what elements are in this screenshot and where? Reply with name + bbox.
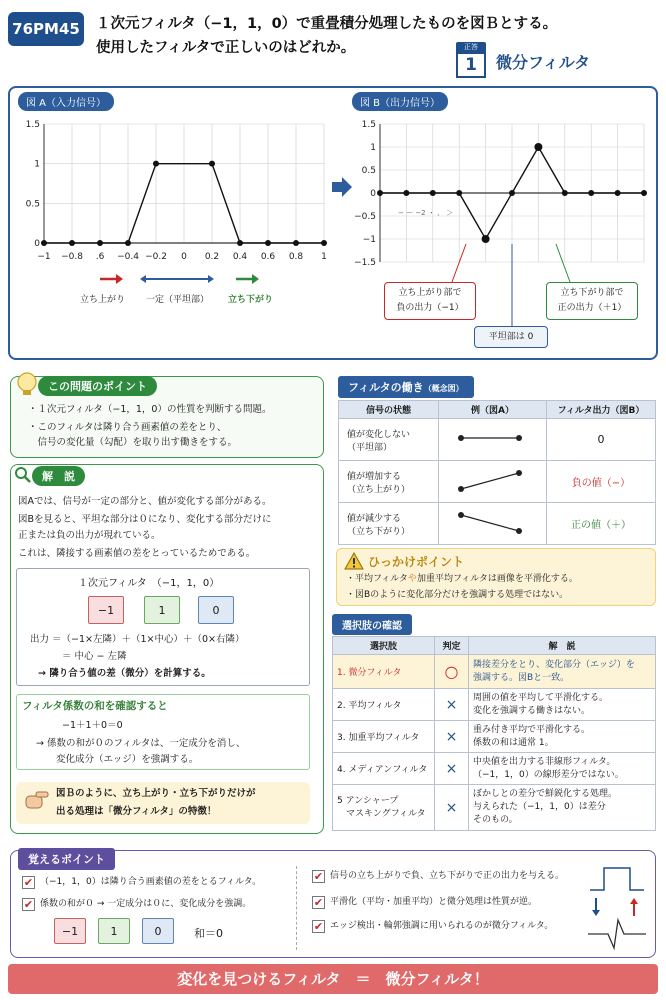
coef-one: 1 <box>144 596 180 624</box>
choice-mark-wrong: × <box>435 721 469 753</box>
data-point <box>562 190 568 196</box>
sum-title: フィルタ係数の和を確認すると <box>22 700 168 712</box>
y-tick-label: 1.5 <box>361 120 376 130</box>
choice-row-4 <box>333 753 656 785</box>
choice-name: 4. メディアンフィルタ <box>333 753 435 785</box>
summary-left-1: （−1，1，0）は隣り合う画素値の差をとるフィルタ。 <box>40 877 262 887</box>
choice-header-desc: 解 説 <box>469 637 656 655</box>
choice-header-mark: 判定 <box>435 637 469 655</box>
check-icon: ✔ <box>23 876 34 889</box>
x-tick-label: 0.6 <box>260 252 276 262</box>
data-point <box>456 190 462 196</box>
formula-1: 出力 ＝（−1×左隣）＋（1×中心）＋（0×右隣） <box>30 634 245 645</box>
fig-b-title: 図 B（出力信号） <box>352 92 448 111</box>
legend-flat: 一定（平坦部） <box>146 295 210 305</box>
explanation-title: 解 説 <box>32 466 85 486</box>
choice-name: 3. 加重平均フィルタ <box>333 721 435 753</box>
data-point <box>41 240 47 246</box>
data-point <box>125 240 131 246</box>
flat-example-icon <box>439 428 545 448</box>
coef-minus-one: −1 <box>88 596 124 624</box>
data-point <box>237 240 243 246</box>
trap-title: ひっかけポイント <box>368 555 465 569</box>
explanation-line-2: 図Bを見ると、平坦な部分は０になり、変化する部分だけに <box>18 514 272 525</box>
filter-title: １次元フィルタ （−1，1，0） <box>78 578 220 589</box>
conclusion-2: 出る処理は「微分フィルタ」の特徴！ <box>56 806 217 817</box>
fa-output-flat: 0 <box>547 419 656 461</box>
trap-line-2: ・図Bのように変化部分だけを強調する処理ではない。 <box>346 590 569 600</box>
data-point <box>209 161 215 167</box>
fa-state-rise: 値が増加する （立ち上がり） <box>339 461 439 503</box>
check-icon: ✔ <box>313 896 324 909</box>
callout-fall: 立ち下がり部で 正の出力（＋1） <box>546 282 638 320</box>
x-tick-label: .6 <box>95 252 105 262</box>
fa-header-example: 例（図A） <box>439 401 547 419</box>
x-tick-label: 1 <box>321 252 327 262</box>
y-tick-label: −1 <box>362 235 376 245</box>
conclusion-1: 図Ｂのように、立ち上がり・立ち下がりだけが <box>56 788 256 799</box>
summary-right-3: エッジ検出・輪郭強調に用いられるのが微分フィルタ。 <box>330 921 554 931</box>
formula-3: → 隣り合う値の差（微分）を計算する。 <box>38 668 211 679</box>
lightbulb-icon <box>14 370 40 398</box>
sum-equation: −1＋1＋0＝0 <box>62 720 123 731</box>
x-tick-label: −0.4 <box>117 252 139 262</box>
x-tick-label: 0 <box>181 252 187 262</box>
y-tick-label: 1.5 <box>25 120 40 130</box>
fa-header-output: フィルタ出力（図B） <box>547 401 656 419</box>
summary-divider <box>296 866 297 950</box>
y-tick-label: −1.5 <box>354 258 376 268</box>
data-point <box>430 190 436 196</box>
choice-desc: ぼかしとの差分で鮮鋭化する処理。 与えられた（−1，1，0）は差分 そのもの。 <box>469 785 656 831</box>
question-text: １次元フィルタ（−1，1，0）で重畳積分処理したものを図Ｂとする。 使用したフィルタで正しいのはどれか。 <box>96 16 558 56</box>
y-tick-label: −0.5 <box>354 212 376 222</box>
choice-header-name: 選択肢 <box>333 637 435 655</box>
choice-desc: 中央値を出力する非線形フィルタ。 （−1，1，0）の線形差分ではない。 <box>469 753 656 785</box>
trap-line-1: ・平均フィルタや加重平均フィルタは画像を平滑化する。 <box>346 574 578 584</box>
coef-zero: 0 <box>198 596 234 624</box>
choice-mark-wrong: × <box>435 785 469 831</box>
choice-row-5 <box>333 785 656 831</box>
data-point <box>509 190 515 196</box>
choice-mark-wrong: × <box>435 689 469 721</box>
explanation-line-1: 図Aでは、信号が一定の部分と、値が変化する部分がある。 <box>18 496 272 507</box>
callout-flat: 平坦部は 0 <box>474 326 548 348</box>
point-title: この問題のポイント <box>38 376 157 396</box>
choice-mark-correct: ○ <box>435 655 469 689</box>
y-tick-label: 1 <box>34 159 40 170</box>
fall-arrow-icon <box>236 274 259 284</box>
data-point <box>265 240 271 246</box>
y-tick-label: 0 <box>34 239 40 249</box>
answer-number: 1 <box>456 52 486 78</box>
fig-a-title: 図 A（入力信号） <box>18 92 114 111</box>
fa-output-fall: 正の値（＋） <box>547 503 656 545</box>
point-line-1: ・１次元フィルタ（−1，1，0）の性質を判断する問題。 <box>28 404 272 415</box>
callout-rise: 立ち上がり部で 負の出力（−1） <box>384 282 476 320</box>
bottom-banner: 変化を見つけるフィルタ ＝ 微分フィルタ！ <box>8 964 658 994</box>
choice-name: 1. 微分フィルタ <box>333 655 435 689</box>
answer-label: 正答 <box>456 42 486 52</box>
overlay-text: − ー −2 ・ 、 ＞ <box>398 209 454 217</box>
data-point <box>403 190 409 196</box>
edge-waveform-icon <box>584 858 654 954</box>
filter-action-title: フィルタの働き（概念図） <box>338 376 474 398</box>
y-tick-label: 1 <box>370 143 376 153</box>
data-point <box>588 190 594 196</box>
check-icon: ✔ <box>313 920 324 933</box>
summary-coef-zero: 0 <box>142 918 174 944</box>
answer-text: 微分フィルタ <box>496 53 591 72</box>
pointing-hand-icon <box>22 786 50 812</box>
check-icon: ✔ <box>313 870 324 883</box>
x-tick-label: 0.8 <box>288 252 304 262</box>
filter-action-table <box>338 400 656 545</box>
x-tick-label: −1 <box>37 252 51 262</box>
summary-coef-one: 1 <box>98 918 130 944</box>
legend-fall: 立ち下がり <box>228 295 274 305</box>
data-point <box>293 240 299 246</box>
data-point <box>321 240 327 246</box>
data-point <box>153 161 159 167</box>
data-point <box>377 190 383 196</box>
flat-arrow-icon <box>140 275 214 283</box>
fa-state-flat: 値が変化しない （平坦部） <box>339 419 439 461</box>
formula-2: ＝ 中心 − 左隣 <box>62 651 127 662</box>
data-point <box>641 190 647 196</box>
choice-row-2 <box>333 689 656 721</box>
summary-right-2: 平滑化（平均・加重平均）と微分処理は性質が逆。 <box>330 897 538 907</box>
figure-a-chart <box>8 110 338 270</box>
summary-title: 覚えるポイント <box>18 848 115 870</box>
choice-row-1 <box>333 655 656 689</box>
rise-example-icon <box>439 465 545 495</box>
choice-desc: 重み付き平均で平滑化する。 係数の和は通常 1。 <box>469 721 656 753</box>
choice-name: 5 アンシャープ マスキングフィルタ <box>333 785 435 831</box>
fa-output-rise: 負の値（−） <box>547 461 656 503</box>
legend-arrows <box>96 272 286 286</box>
x-tick-label: 0.2 <box>204 252 220 262</box>
choice-row-3 <box>333 721 656 753</box>
fa-state-fall: 値が減少する （立ち下がり） <box>339 503 439 545</box>
data-point <box>97 240 103 246</box>
choice-desc: 隣接差分をとり、変化部分（エッジ）を 強調する。図Bと一致。 <box>469 655 656 689</box>
summary-sum: 和＝0 <box>194 927 223 940</box>
data-point <box>534 143 542 151</box>
choice-desc: 周囲の値を平均して平滑化する。 変化を強調する働きはない。 <box>469 689 656 721</box>
summary-coef-minus-one: −1 <box>54 918 86 944</box>
warning-icon <box>344 552 364 570</box>
fa-header-state: 信号の状態 <box>339 401 439 419</box>
choices-table <box>332 636 656 831</box>
data-point <box>69 240 75 246</box>
check-icon: ✔ <box>23 898 34 911</box>
point-line-3: 信号の変化量（勾配）を取り出す働きをする。 <box>28 437 238 448</box>
explanation-line-4: これは、隣接する画素値の差をとっているためである。 <box>18 548 256 559</box>
y-tick-label: 0.5 <box>25 199 40 210</box>
x-tick-label: −0.2 <box>145 252 167 262</box>
sum-note-1: → 係数の和が０のフィルタは、一定成分を消し、 <box>36 738 246 749</box>
question-id: 76PM45 <box>8 12 84 46</box>
x-tick-label: −0.8 <box>61 252 83 262</box>
rise-arrow-icon <box>100 274 123 284</box>
x-tick-label: 0.4 <box>232 252 248 262</box>
magnifier-icon <box>14 466 32 484</box>
point-line-2: ・このフィルタは隣り合う画素値の差をとり、 <box>28 422 227 433</box>
y-tick-label: 0.5 <box>361 166 376 176</box>
data-point <box>615 190 621 196</box>
choice-name: 2. 平均フィルタ <box>333 689 435 721</box>
summary-left-2: 係数の和が０ → 一定成分は０に、変化成分を強調。 <box>40 899 252 909</box>
y-tick-label: 0 <box>370 189 376 199</box>
fall-example-icon <box>439 507 545 537</box>
choices-title: 選択肢の確認 <box>332 614 412 635</box>
summary-right-1: 信号の立ち上がりで負、立ち下がりで正の出力を与える。 <box>330 871 565 881</box>
sum-note-2: 変化成分（エッジ）を強調する。 <box>56 754 199 765</box>
legend-rise: 立ち上がり <box>80 295 126 305</box>
choice-mark-wrong: × <box>435 753 469 785</box>
explanation-line-3: 正または負の出力が現れている。 <box>18 530 161 541</box>
